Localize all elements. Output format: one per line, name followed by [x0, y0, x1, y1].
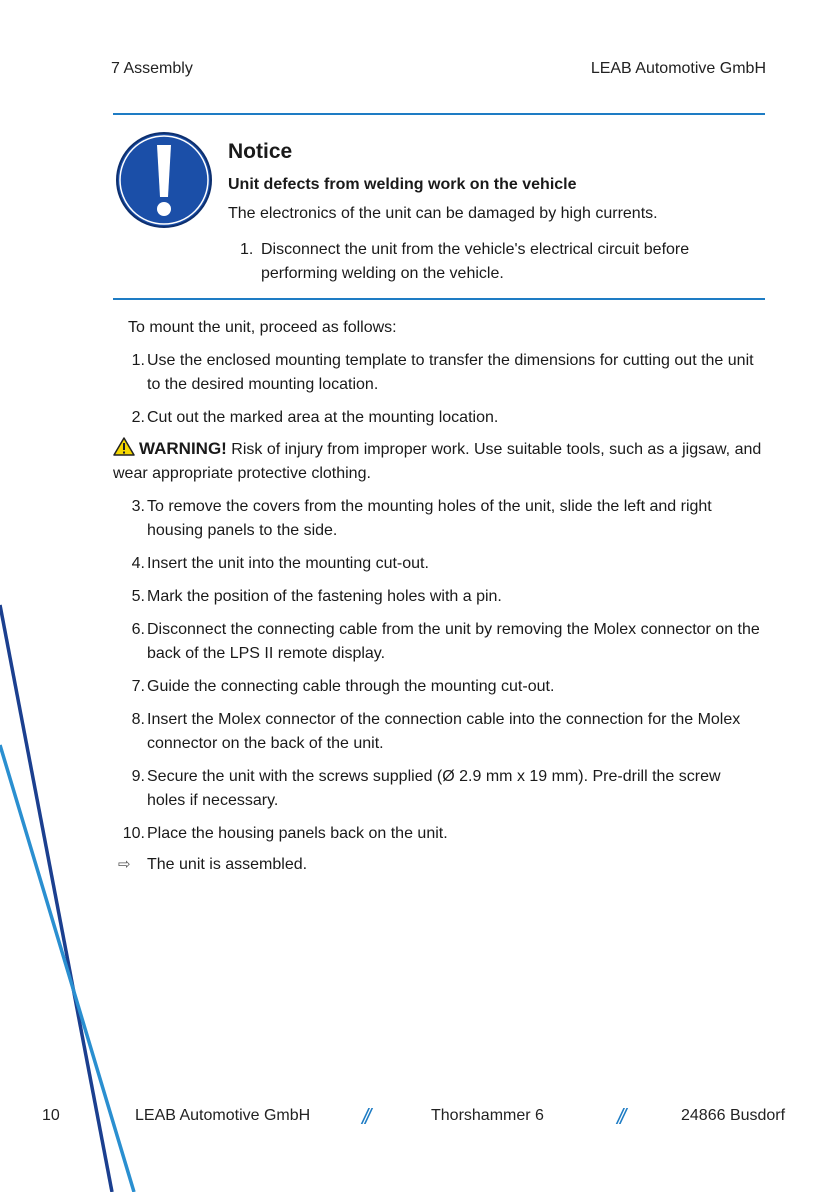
step-item — [113, 552, 763, 576]
footer-separator: // — [617, 1104, 624, 1129]
step-text: Disconnect the connecting cable from the unit by removing the Molex connector on the back of the LPS II remote display. — [147, 621, 760, 662]
step-number: 1. — [131, 352, 145, 369]
step-text: Insert the Molex connector of the connection cable into the connection for the Molex connector on the back of the unit. — [147, 711, 741, 752]
step-item — [113, 585, 763, 609]
step-item — [113, 675, 763, 699]
notice-top-rule — [113, 113, 765, 115]
step-item — [113, 708, 763, 756]
footer-separator: // — [362, 1104, 369, 1129]
step-number: 2. — [131, 409, 145, 426]
page-number: 10 — [42, 1107, 60, 1124]
step-text: To remove the covers from the mounting holes of the unit, slide the left and right housing panels to the side. — [147, 498, 712, 539]
footer-city: 24866 Busdorf — [681, 1107, 786, 1124]
step-number: 4. — [131, 555, 145, 572]
notice-step-number: 1. — [240, 241, 254, 258]
notice-text: The electronics of the unit can be damaged by high currents. — [228, 205, 658, 222]
header-company: LEAB Automotive GmbH — [590, 60, 766, 77]
intro-text: To mount the unit, proceed as follows: — [128, 319, 397, 336]
warning-label: WARNING! — [139, 439, 227, 458]
step-number: 3. — [131, 498, 145, 515]
header-section: 7 Assembly — [111, 60, 193, 77]
step-item — [113, 765, 763, 813]
notice-step — [240, 238, 765, 286]
assembly-steps — [113, 349, 763, 877]
footer-street: Thorshammer 6 — [431, 1107, 544, 1124]
result-arrow-icon: ⇨ — [118, 856, 131, 873]
step-text: Guide the connecting cable through the mounting cut-out. — [147, 678, 555, 695]
warning-message — [113, 437, 763, 486]
step-number: 7. — [131, 678, 145, 695]
warning-text: Risk of injury from improper work. Use suitable tools, such as a jigsaw, and wear appropriate protective clothing. — [113, 441, 762, 482]
warning-triangle-icon — [113, 437, 135, 456]
step-number: 9. — [131, 768, 145, 785]
step-text: Secure the unit with the screws supplied (Ø 2.9 mm x 19 mm). Pre-drill the screw holes if necessary. — [147, 768, 721, 809]
step-number: 5. — [131, 588, 145, 605]
notice-step-text: Disconnect the unit from the vehicle's electrical circuit before performing welding on the vehicle. — [261, 241, 690, 282]
step-text: Use the enclosed mounting template to transfer the dimensions for cutting out the unit to the desired mounting location. — [147, 352, 754, 393]
step-text: Place the housing panels back on the unit. — [147, 825, 448, 842]
step-text: Mark the position of the fastening holes with a pin. — [147, 588, 502, 605]
step-item — [113, 618, 763, 666]
step-item — [113, 406, 763, 430]
result-line — [113, 853, 763, 877]
exclamation-icon — [115, 131, 213, 229]
step-item — [113, 349, 763, 397]
step-number: 8. — [131, 711, 145, 728]
notice-subtitle: Unit defects from welding work on the vehicle — [228, 176, 577, 193]
result-text: The unit is assembled. — [147, 856, 308, 873]
step-number: 6. — [131, 621, 145, 638]
step-item — [113, 822, 763, 846]
notice-bottom-rule — [113, 298, 765, 300]
step-item — [113, 495, 763, 543]
notice-title: Notice — [228, 140, 293, 163]
step-text: Cut out the marked area at the mounting location. — [147, 409, 499, 426]
step-number: 10. — [122, 825, 145, 842]
footer-company: LEAB Automotive GmbH — [135, 1107, 311, 1124]
step-text: Insert the unit into the mounting cut-out. — [147, 555, 429, 572]
